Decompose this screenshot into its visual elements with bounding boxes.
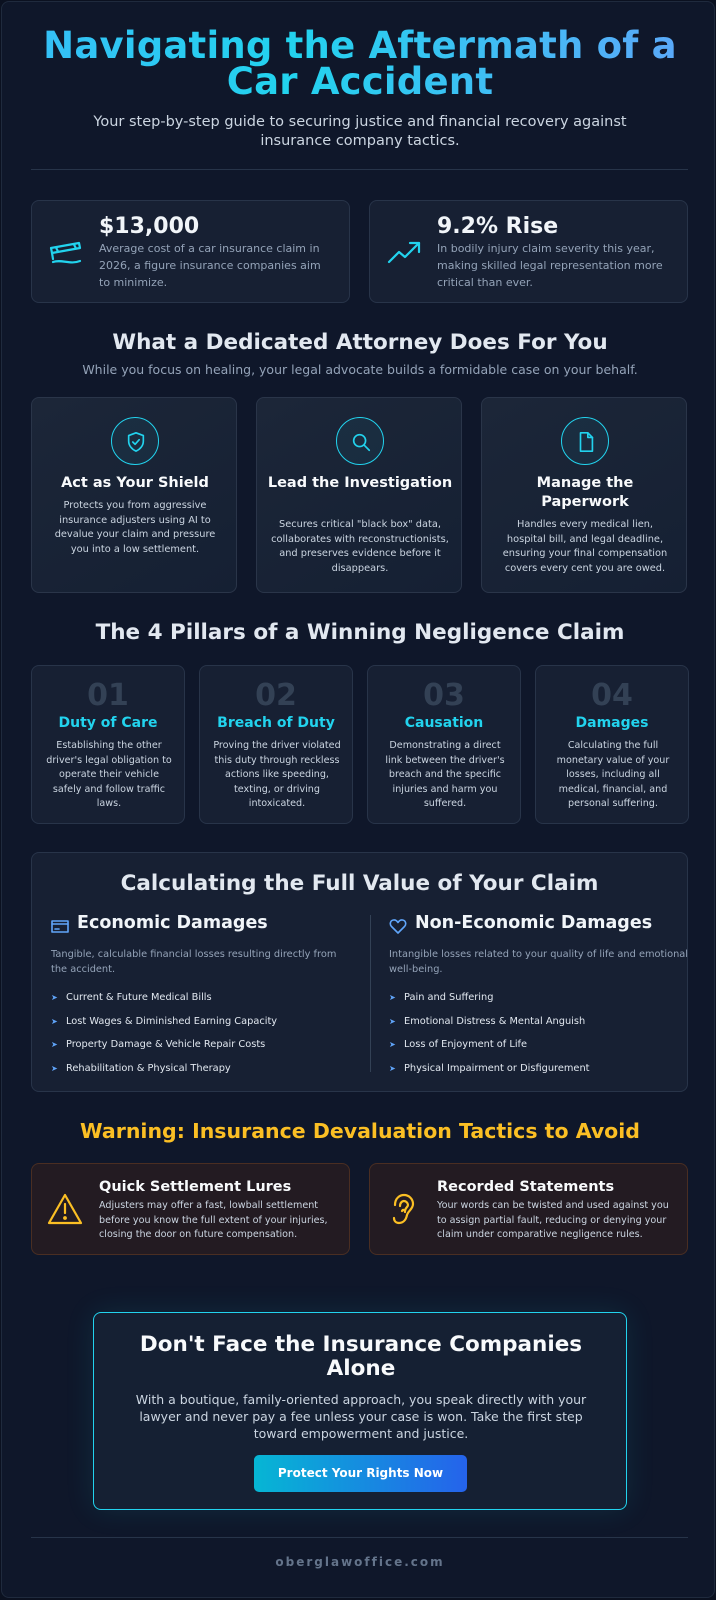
stat-description: In bodily injury claim severity this year, making skilled legal representation more critical than ever. [437, 242, 663, 289]
trending-up-icon [386, 235, 422, 271]
attorney-card-description: Secures critical "black box" data, collaborates with reconstructionists, and preserves evidence before it disappears. [271, 519, 449, 574]
page-title [2, 24, 715, 103]
cta-panel [93, 1312, 627, 1510]
arrow-icon: ➤ [51, 1016, 58, 1026]
cta-description: With a boutique, family-oriented approach, you speak directly with your lawyer and never pay a fee unless your case is won. Take the first step toward empowerment and justice. [135, 1392, 587, 1441]
arrow-icon: ➤ [389, 1064, 396, 1074]
pillars-section-title: The 4 Pillars of a Winning Negligence Claim [95, 620, 625, 645]
attorney-card-description: Protects you from aggressive insurance adjusters using AI to devalue your claim and pressure you into a low settlement. [54, 500, 216, 555]
warning-card-statements [369, 1163, 688, 1255]
non-economic-damages-list [389, 992, 590, 1087]
document-icon [575, 431, 597, 453]
pillar-title: Causation [404, 715, 484, 731]
list-item: ➤ Pain and Suffering [389, 992, 494, 1003]
pillar-number: 04 [591, 678, 633, 713]
credit-card-icon [51, 918, 69, 934]
warning-card-description: Your words can be twisted and used against you to assign partial fault, reducing or denying your claim under comparative negligence rules. [437, 1200, 669, 1240]
arrow-icon: ➤ [389, 1016, 396, 1026]
non-economic-damages-title: Non-Economic Damages [415, 913, 653, 933]
stat-card-claim-cost [31, 200, 350, 303]
warning-card-title: Quick Settlement Lures [99, 1179, 292, 1195]
pillar-description: Proving the driver violated this duty through reckless actions like speeding, texting, or driving intoxicated. [213, 740, 341, 809]
page-subtitle: Your step-by-step guide to securing justice and financial recovery against insurance company tactics. [93, 114, 627, 149]
attorney-card-title: Manage the Paperwork [536, 475, 634, 510]
infographic-page [1, 1, 715, 1598]
stat-card-severity [369, 200, 688, 303]
pillar-title: Damages [575, 715, 649, 731]
warning-card-title: Recorded Statements [437, 1179, 615, 1195]
non-economic-damages-description: Intangible losses related to your quality of life and emotional well-being. [389, 949, 689, 975]
money-icon [48, 235, 84, 271]
list-item: ➤ Current & Future Medical Bills [51, 992, 212, 1003]
stat-value: $13,000 [99, 214, 200, 239]
warning-card-settlement [31, 1163, 350, 1255]
pillar-number: 02 [255, 678, 297, 713]
attorney-section-subtitle: While you focus on healing, your legal advocate builds a formidable case on your behalf. [82, 362, 638, 377]
arrow-icon: ➤ [51, 1040, 58, 1050]
cta-title: Don't Face the Insurance Companies Alone [139, 1332, 583, 1381]
stat-value: 9.2% Rise [437, 214, 559, 239]
attorney-card-paperwork [481, 397, 687, 593]
list-item: ➤ Lost Wages & Diminished Earning Capacity [51, 1015, 278, 1027]
pillar-card-duty [31, 665, 185, 824]
ear-icon [388, 1192, 418, 1228]
pillar-title: Breach of Duty [217, 715, 335, 731]
page-title-line-2: Car Accident [226, 60, 494, 103]
header-divider [31, 169, 688, 170]
warning-section-title: Warning: Insurance Devaluation Tactics to Avoid [80, 1119, 640, 1143]
economic-damages-title: Economic Damages [77, 913, 268, 933]
arrow-icon: ➤ [389, 1040, 396, 1050]
pillar-card-breach [199, 665, 353, 824]
attorney-card-title: Act as Your Shield [61, 475, 209, 491]
list-item: ➤ Property Damage & Vehicle Repair Costs [51, 1039, 266, 1051]
attorney-card-description: Handles every medical lien, hospital bill, and legal deadline, ensuring your final compensation covers every cent you are owed. [502, 519, 668, 574]
list-item: ➤ Loss of Enjoyment of Life [389, 1039, 528, 1051]
heart-icon [389, 918, 407, 934]
pillar-description: Calculating the full monetary value of your losses, including all medical, financial, and personal suffering. [556, 740, 670, 809]
pillar-number: 03 [423, 678, 465, 713]
footer-divider [31, 1537, 688, 1538]
search-icon [350, 431, 372, 453]
pillar-card-causation [367, 665, 521, 824]
pillar-number: 01 [87, 678, 129, 713]
economic-damages-list [51, 992, 277, 1087]
warning-card-description: Adjusters may offer a fast, lowball settlement before you know the full extent of your injuries, closing the door on future compensation. [99, 1200, 328, 1240]
page-title-line-1: Navigating the Aftermath of a [43, 24, 677, 67]
damages-divider [370, 915, 371, 1072]
pillar-card-damages [535, 665, 689, 824]
attorney-card-investigation [256, 397, 462, 593]
damages-panel [31, 852, 688, 1092]
footer-site-link[interactable]: oberglawoffice.com [275, 1555, 445, 1569]
pillar-description: Demonstrating a direct link between the driver's breach and the specific injuries and harm you suffered. [385, 740, 505, 809]
economic-damages-description: Tangible, calculable financial losses resulting directly from the accident. [51, 949, 337, 975]
warning-triangle-icon [47, 1192, 83, 1226]
arrow-icon: ➤ [51, 1064, 58, 1074]
stat-description: Average cost of a car insurance claim in 2026, a figure insurance companies aim to minimize. [99, 242, 321, 289]
attorney-card-shield [31, 397, 237, 593]
attorney-section-title: What a Dedicated Attorney Does For You [112, 330, 608, 355]
arrow-icon: ➤ [51, 993, 58, 1002]
list-item: ➤ Physical Impairment or Disfigurement [389, 1063, 590, 1075]
attorney-card-title: Lead the Investigation [267, 475, 453, 491]
arrow-icon: ➤ [389, 993, 396, 1002]
pillar-title: Duty of Care [58, 715, 158, 731]
list-item: ➤ Rehabilitation & Physical Therapy [51, 1063, 231, 1075]
protect-rights-button[interactable]: Protect Your Rights Now [254, 1455, 467, 1492]
damages-title: Calculating the Full Value of Your Claim [120, 871, 599, 896]
shield-check-icon [125, 431, 147, 453]
pillar-description: Establishing the other driver's legal obligation to operate their vehicle safely and follow traffic laws. [46, 740, 172, 809]
list-item: ➤ Emotional Distress & Mental Anguish [389, 1015, 586, 1027]
